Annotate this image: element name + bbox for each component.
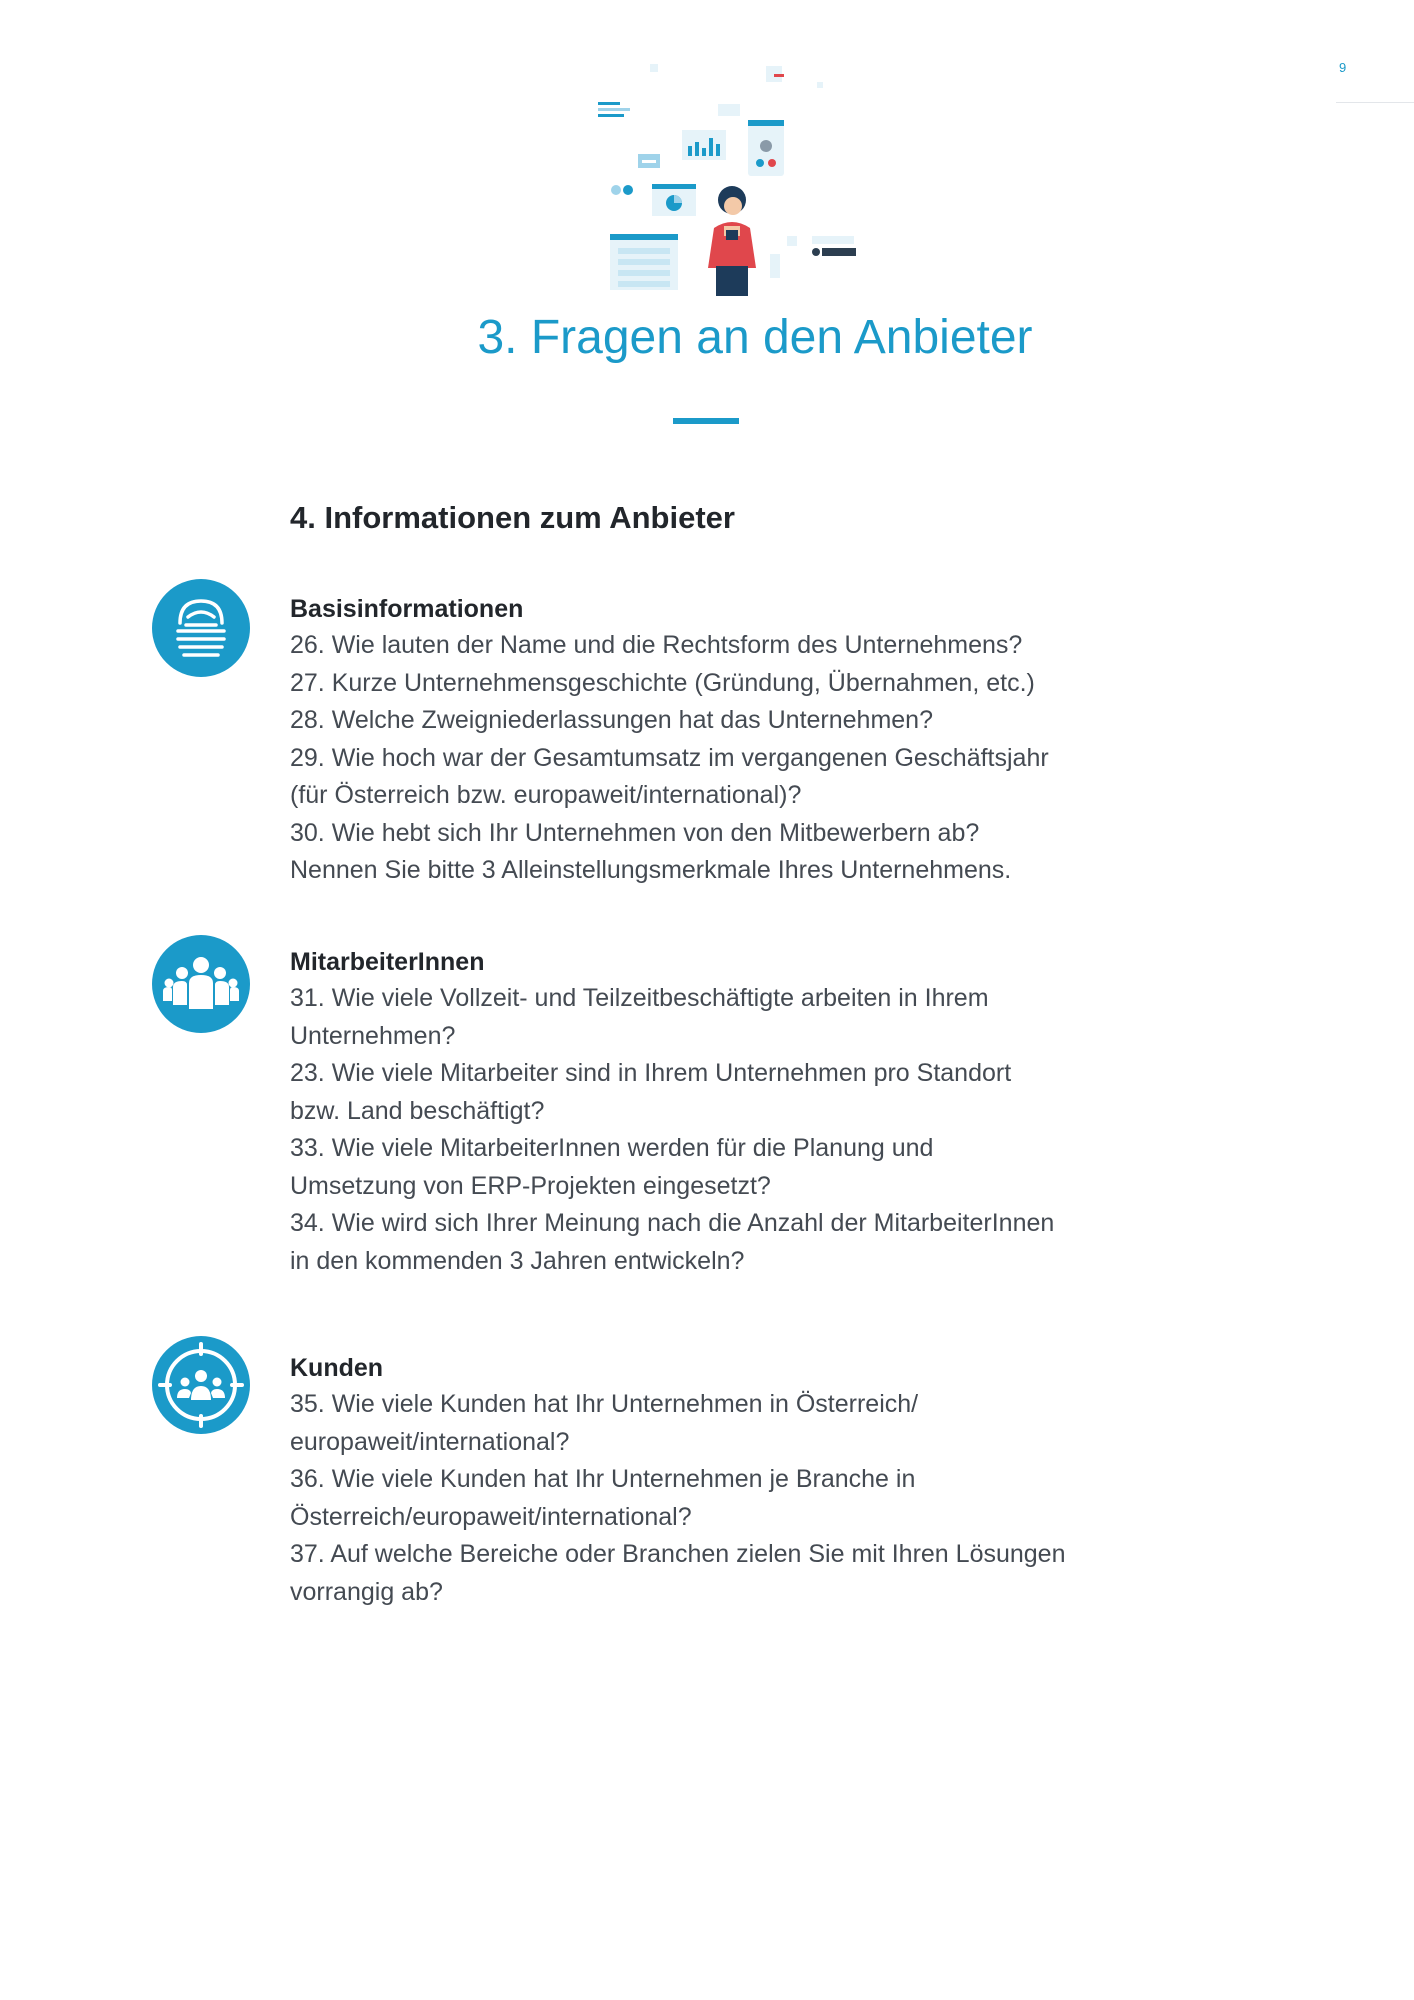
group-line: 35. Wie viele Kunden hat Ihr Unternehmen in Österreich/ [290, 1390, 919, 1418]
customer-badge [152, 1336, 250, 1434]
group-line: Österreich/europaweit/international? [290, 1502, 692, 1531]
group-kunden [290, 1350, 1210, 1611]
group-line: (für Österreich bzw. europaweit/international)? [290, 781, 802, 809]
group-line: 29. Wie hoch war der Gesamtumsatz im vergangenen Geschäftsjahr [290, 743, 1049, 772]
group-line: Unternehmen? [290, 1021, 456, 1050]
page-title: 3. Fragen an den Anbieter [477, 311, 1033, 364]
group-line: vorrangig ab? [290, 1577, 443, 1606]
group-title: Basisinformationen [290, 595, 524, 623]
group-title: Kunden [290, 1354, 384, 1382]
group-line: in den kommenden 3 Jahren entwickeln? [290, 1246, 745, 1275]
group-line: 27. Kurze Unternehmensgeschichte (Gründung, Übernahmen, etc.) [290, 668, 1035, 697]
group-line: Umsetzung von ERP-Projekten eingesetzt? [290, 1171, 771, 1200]
group-basisinformationen [290, 591, 1210, 890]
team-badge [152, 935, 250, 1033]
group-line: 37. Auf welche Bereiche oder Branchen zielen Sie mit Ihren Lösungen [290, 1540, 1066, 1568]
section-heading: 4. Informationen zum Anbieter [290, 500, 735, 535]
group-line: 33. Wie viele MitarbeiterInnen werden für die Planung und [290, 1134, 934, 1162]
group-line: 31. Wie viele Vollzeit- und Teilzeitbeschäftigte arbeiten in Ihrem [290, 984, 989, 1012]
group-line: europaweit/international? [290, 1427, 570, 1456]
group-line: Nennen Sie bitte 3 Alleinstellungsmerkmale Ihres Unternehmens. [290, 856, 1012, 884]
page-number: 9 [1339, 60, 1347, 75]
group-line: 30. Wie hebt sich Ihr Unternehmen von den Mitbewerbern ab? [290, 818, 980, 847]
group-line: 28. Welche Zweigniederlassungen hat das Unternehmen? [290, 706, 933, 734]
group-line: 34. Wie wird sich Ihrer Meinung nach die Anzahl der MitarbeiterInnen [290, 1209, 1055, 1237]
hero-illustration [590, 58, 880, 298]
fingerprint-icon [152, 579, 250, 677]
page-number-rule [1336, 102, 1414, 103]
group-line: bzw. Land beschäftigt? [290, 1096, 545, 1125]
customer-target-icon [152, 1336, 250, 1434]
group-line: 36. Wie viele Kunden hat Ihr Unternehmen je Branche in [290, 1465, 916, 1493]
group-line: 26. Wie lauten der Name und die Rechtsform des Unternehmens? [290, 631, 1023, 659]
title-underline [673, 418, 739, 424]
group-line: 23. Wie viele Mitarbeiter sind in Ihrem Unternehmen pro Standort [290, 1059, 1012, 1087]
team-icon [152, 935, 250, 1033]
group-title: MitarbeiterInnen [290, 948, 485, 976]
group-mitarbeiterinnen [290, 944, 1210, 1280]
fingerprint-badge [152, 579, 250, 677]
